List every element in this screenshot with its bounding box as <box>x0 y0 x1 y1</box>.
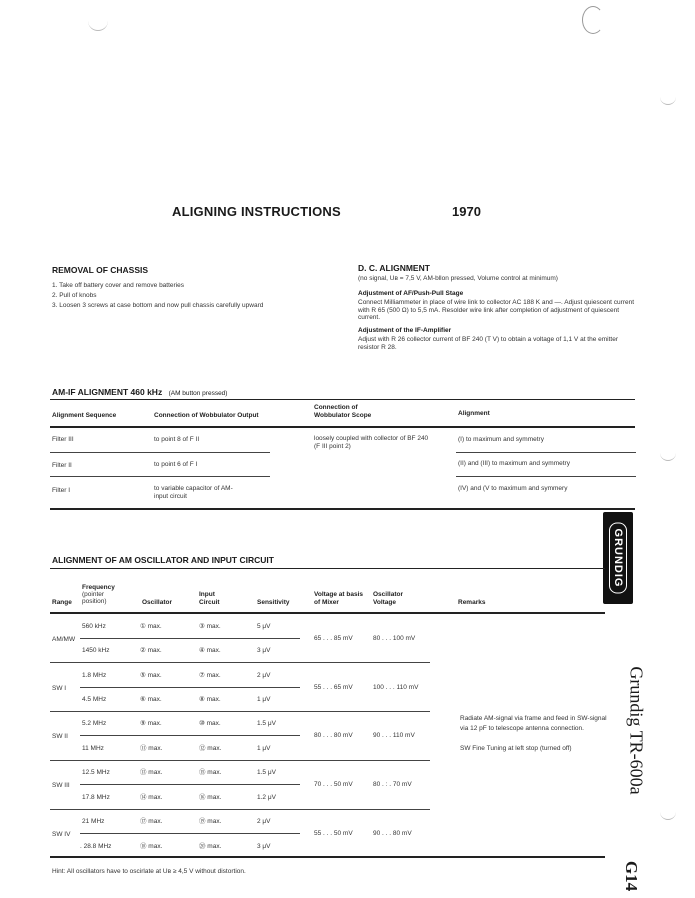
osc-top-rule <box>50 568 605 569</box>
osc-g2-osc1: ⑤ max. <box>140 672 162 679</box>
osc-g4-bottom-rule <box>50 809 430 810</box>
dc-text-af: Connect Milliammeter in place of wire link to collector AC 188 K and —. Adjust quiescent current with R 65 (500 Ω) to 5,5 mA. Resolder wire link after completion of adjustment of quiescent current. <box>358 299 635 321</box>
amif-row-2-seq: Filter II <box>52 462 72 469</box>
osc-g3-freq2: 11 MHz <box>82 745 104 752</box>
grundig-logo-text: GRUNDIG <box>609 523 627 594</box>
osc-g4-in1: ⑮ max. <box>199 769 222 776</box>
osc-g4-sens1: 1.5 μV <box>257 769 276 776</box>
osc-g2-mid-rule <box>80 687 300 688</box>
osc-g5-mixer: 55 . . . 50 mV <box>314 830 353 837</box>
dc-heading: D. C. ALIGNMENT <box>358 263 430 273</box>
osc-g1-range: AM/MW <box>52 636 76 643</box>
amif-row-rule-1a <box>50 452 270 453</box>
osc-g5-sens1: 2 μV <box>257 818 271 825</box>
osc-g1-sens2: 3 μV <box>257 647 271 654</box>
osc-g4-osc1: ⑬ max. <box>140 769 163 776</box>
osc-g5-in1: ⑲ max. <box>199 818 222 825</box>
osc-g5-osc1: ⑰ max. <box>140 818 163 825</box>
amif-header-scope: Connection of Wobbulator Scope <box>314 404 372 419</box>
dc-sub-af: Adjustment of AF/Push-Pull Stage <box>358 290 464 297</box>
osc-g2-oscv: 100 . . . 110 mV <box>373 684 419 691</box>
osc-g5-mid-rule <box>80 833 300 834</box>
scan-mark-top-right <box>582 6 604 34</box>
amif-row-1-scope: loosely coupled with collector of BF 240 (F III point 2) <box>314 435 429 450</box>
osc-header-freq: Frequency <box>82 584 115 591</box>
amif-row-3-align: (IV) and (V to maximum and symmery <box>458 485 568 492</box>
osc-header-osc-volt: Oscillator Voltage <box>373 591 403 606</box>
amif-row-rule-2a <box>50 476 270 477</box>
osc-g2-in1: ⑦ max. <box>199 672 221 679</box>
osc-g5-oscv: 90 . . . 80 mV <box>373 830 412 837</box>
osc-g1-freq2: 1450 kHz <box>82 647 110 654</box>
osc-header-osc: Oscillator <box>142 599 172 606</box>
amif-heading-note: (AM button pressed) <box>168 390 228 397</box>
removal-heading: REMOVAL OF CHASSIS <box>52 265 149 275</box>
page-title: ALIGNING INSTRUCTIONS <box>172 204 341 219</box>
osc-g4-in2: ⑯ max. <box>199 794 222 801</box>
osc-header-rule <box>50 612 605 614</box>
amif-row-1-seq: Filter III <box>52 436 74 443</box>
osc-g1-osc1: ① max. <box>140 623 162 630</box>
scan-mark-right-2 <box>660 446 676 461</box>
osc-g3-mixer: 80 . . . 80 mV <box>314 732 353 739</box>
osc-g1-mid-rule <box>80 638 300 639</box>
dc-sub-if: Adjustment of the IF-Amplifier <box>358 327 452 334</box>
osc-g4-osc2: ⑭ max. <box>140 794 163 801</box>
amif-row-2-out: to point 6 of F I <box>154 461 198 468</box>
osc-g2-mixer: 55 . . . 65 mV <box>314 684 353 691</box>
osc-g3-in2: ⑫ max. <box>199 745 222 752</box>
osc-bottom-rule <box>50 856 605 858</box>
amif-row-1-out: to point 8 of F II <box>154 436 200 443</box>
osc-header-sens: Sensitivity <box>257 599 290 606</box>
osc-g1-bottom-rule <box>50 662 430 663</box>
model-name: Grundig TR-600a <box>626 666 647 795</box>
osc-header-range: Range <box>52 599 72 606</box>
amif-row-2-align: (II) and (III) to maximum and symmetry <box>458 460 570 467</box>
osc-g2-sens1: 2 μV <box>257 672 271 679</box>
amif-row-1-align: (I) to maximum and symmetry <box>458 436 544 443</box>
amif-header-output: Connection of Wobbulator Output <box>154 412 259 419</box>
amif-row-rule-1b <box>456 452 636 453</box>
osc-g5-osc2: ⑱ max. <box>140 843 163 850</box>
osc-g1-osc2: ② max. <box>140 647 162 654</box>
amif-row-rule-2b <box>456 476 636 477</box>
removal-step-3: 3. Loosen 3 screws at case bottom and now pull chassis carefully upward <box>52 302 264 309</box>
amif-row-3-seq: Filter I <box>52 487 71 494</box>
osc-g1-mixer: 65 . . . 85 mV <box>314 635 353 642</box>
osc-g3-oscv: 90 . . . 110 mV <box>373 732 415 739</box>
osc-g2-sens2: 1 μV <box>257 696 271 703</box>
osc-g1-in2: ④ max. <box>199 647 221 654</box>
page-code: G14 <box>622 860 642 892</box>
osc-g2-bottom-rule <box>50 711 430 712</box>
osc-g4-mid-rule <box>80 784 300 785</box>
osc-g2-freq1: 1.8 MHz <box>82 672 107 679</box>
osc-g4-oscv: 80 . : . 70 mV <box>373 781 412 788</box>
osc-g3-bottom-rule <box>50 760 430 761</box>
grundig-logo <box>603 512 633 604</box>
osc-g5-freq1: 21 MHz <box>82 818 105 825</box>
osc-g3-range: SW II <box>52 733 68 740</box>
osc-g3-freq1: 5.2 MHz <box>82 720 107 727</box>
removal-step-1: 1. Take off battery cover and remove batteries <box>52 282 184 289</box>
osc-g5-freq2: . 28.8 MHz <box>80 843 112 850</box>
osc-hint: Hint: All oscillators have to oscirlate at Uʙ ≥ 4,5 V without distortion. <box>52 868 246 875</box>
osc-g1-in1: ③ max. <box>199 623 221 630</box>
osc-g3-sens2: 1 μV <box>257 745 271 752</box>
osc-g5-in2: ⑳ max. <box>199 843 222 850</box>
scan-mark-right-3 <box>660 805 676 820</box>
osc-g3-sens1: 1.5 μV <box>257 720 276 727</box>
osc-g4-freq1: 12.5 MHz <box>82 769 110 776</box>
osc-header-input: Input Circuit <box>199 591 220 606</box>
scan-mark-right-1 <box>660 90 676 105</box>
scan-mark-top-left <box>88 14 108 31</box>
dc-note: (no signal, Uʙ = 7,5 V, AM-bllon pressed, Volume control at minimum) <box>358 275 558 282</box>
osc-g1-freq1: 560 kHz <box>82 623 106 630</box>
osc-g4-freq2: 17.8 MHz <box>82 794 110 801</box>
osc-header-freq-sub: (pointer position) <box>82 591 107 605</box>
osc-header-remarks: Remarks <box>458 599 486 606</box>
osc-g2-in2: ⑧ max. <box>199 696 221 703</box>
removal-step-2: 2. Pull of knobs <box>52 292 97 299</box>
dc-text-if: Adjust with R 26 collector current of BF 240 (T V) to obtain a voltage of 1,1 V at the emitter resistor R 28. <box>358 336 619 351</box>
osc-g4-sens2: 1.2 μV <box>257 794 276 801</box>
year: 1970 <box>452 204 481 219</box>
amif-row-3-out: to variable capacitor of AM-input circuit <box>154 485 233 500</box>
osc-g5-range: SW IV <box>52 831 71 838</box>
osc-remark-2: SW Fine Tuning at left stop (turned off) <box>460 745 572 752</box>
amif-header-sequence: Alignment Sequence <box>52 412 117 419</box>
osc-g3-mid-rule <box>80 735 300 736</box>
amif-top-rule <box>50 399 635 400</box>
amif-heading: AM-IF ALIGNMENT 460 kHz <box>52 387 163 397</box>
osc-g1-oscv: 80 . . . 100 mV <box>373 635 416 642</box>
osc-g3-osc1: ⑨ max. <box>140 720 162 727</box>
osc-g2-freq2: 4.5 MHz <box>82 696 107 703</box>
amif-bottom-rule <box>50 508 635 510</box>
osc-g1-sens1: 5 μV <box>257 623 271 630</box>
osc-remark-1: Radiate AM-signal via frame and feed in SW-signal via 12 pF to telescope antenna connection. <box>460 715 607 732</box>
osc-g4-range: SW III <box>52 782 70 789</box>
osc-g2-osc2: ⑥ max. <box>140 696 162 703</box>
osc-g5-sens2: 3 μV <box>257 843 271 850</box>
osc-g2-range: SW I <box>52 685 67 692</box>
osc-heading: ALIGNMENT OF AM OSCILLATOR AND INPUT CIRCUIT <box>52 555 274 565</box>
amif-heading-block <box>52 387 227 397</box>
osc-g3-osc2: ⑪ max. <box>140 745 163 752</box>
osc-header-volt-mixer: Voltage at basis of Mixer <box>314 591 364 606</box>
amif-header-alignment: Alignment <box>458 410 490 417</box>
osc-g3-in1: ⑩ max. <box>199 720 221 727</box>
osc-g4-mixer: 70 . . . 50 mV <box>314 781 353 788</box>
amif-header-rule <box>50 426 635 428</box>
